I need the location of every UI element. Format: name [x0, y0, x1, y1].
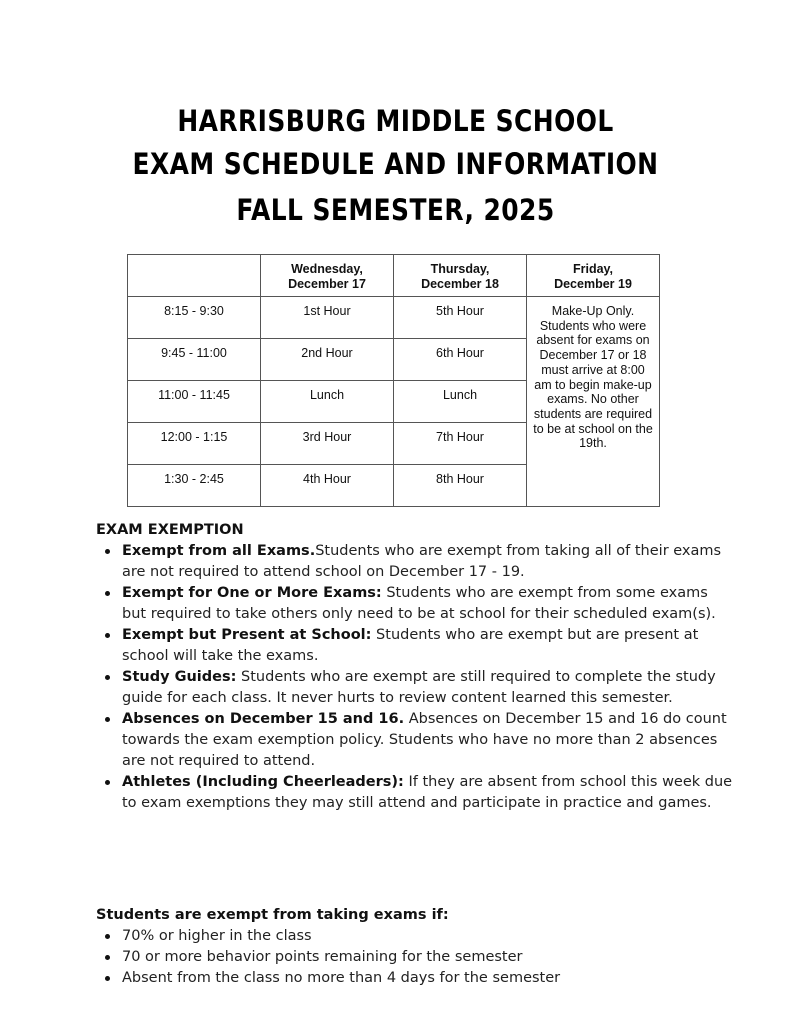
wednesday-cell: Lunch [261, 381, 394, 423]
wednesday-cell: 2nd Hour [261, 339, 394, 381]
list-item: Absent from the class no more than 4 days for the semester [122, 968, 736, 989]
item-title: Exempt for One or More Exams: [122, 585, 382, 601]
header-date: December 18 [421, 277, 499, 291]
exemption-list [96, 541, 736, 814]
item-text: Students who are exempt from some exams but required to take others only need to be at school for their scheduled exam(s). [122, 585, 716, 622]
column-header-wednesday [261, 255, 394, 297]
item-text: If they are absent from school this week due to exam exemptions they may still attend and participate in practice and games. [122, 774, 733, 811]
time-cell: 1:30 - 2:45 [128, 465, 261, 507]
time-cell: 12:00 - 1:15 [128, 423, 261, 465]
column-header-friday [527, 255, 660, 297]
table-row [128, 297, 660, 339]
exemption-heading: EXAM EXEMPTION [96, 522, 244, 538]
item-title: Exempt but Present at School: [122, 627, 372, 643]
time-cell: 8:15 - 9:30 [128, 297, 261, 339]
item-title: Athletes (Including Cheerleaders): [122, 774, 404, 790]
criteria-heading: Students are exempt from taking exams if: [96, 907, 449, 923]
thursday-cell: 8th Hour [394, 465, 527, 507]
corner-cell [128, 255, 261, 297]
list-item [122, 667, 736, 709]
header-date: December 17 [288, 277, 366, 291]
list-item: 70 or more behavior points remaining for the semester [122, 947, 736, 968]
item-text: Absences on December 15 and 16 do count towards the exam exemption policy. Students who have no more than 2 absences are not required to attend. [122, 711, 727, 769]
time-cell: 9:45 - 11:00 [128, 339, 261, 381]
friday-makeup-note: Make-Up Only. Students who were absent for exams on December 17 or 18 must arrive at 8:00 am to begin make-up exams. No other students are required to be at school on the 19th. [527, 297, 660, 507]
header-date: December 19 [554, 277, 632, 291]
list-item [122, 625, 736, 667]
item-title: Exempt from all Exams. [122, 543, 316, 559]
exam-exemption-section [96, 520, 736, 814]
exam-schedule-table [127, 254, 660, 507]
thursday-cell: 5th Hour [394, 297, 527, 339]
wednesday-cell: 3rd Hour [261, 423, 394, 465]
item-text: Students who are exempt are still required to complete the study guide for each class. It never hurts to review content learned this semester. [122, 669, 716, 706]
wednesday-cell: 1st Hour [261, 297, 394, 339]
item-title: Study Guides: [122, 669, 237, 685]
list-item [122, 583, 736, 625]
list-item: 70% or higher in the class [122, 926, 736, 947]
header-day: Thursday, [430, 262, 490, 276]
table-header-row [128, 255, 660, 297]
header-day: Friday, [572, 262, 614, 276]
item-title: Absences on December 15 and 16. [122, 711, 405, 727]
header-day: Wednesday, [291, 262, 363, 276]
list-item [122, 541, 736, 583]
thursday-cell: 6th Hour [394, 339, 527, 381]
list-item [122, 709, 736, 772]
semester-heading: FALL SEMESTER, 2025 [236, 193, 555, 227]
document-title-heading: EXAM SCHEDULE AND INFORMATION [132, 147, 659, 181]
column-header-thursday [394, 255, 527, 297]
school-name-heading: HARRISBURG MIDDLE SCHOOL [177, 104, 614, 138]
criteria-list [96, 926, 736, 989]
thursday-cell: 7th Hour [394, 423, 527, 465]
wednesday-cell: 4th Hour [261, 465, 394, 507]
thursday-cell: Lunch [394, 381, 527, 423]
item-text: Students who are exempt from taking all of their exams are not required to attend school on December 17 - 19. [122, 543, 722, 580]
list-item [122, 772, 736, 814]
item-text: Students who are exempt but are present at school will take the exams. [122, 627, 699, 664]
time-cell: 11:00 - 11:45 [128, 381, 261, 423]
exemption-criteria-section [96, 905, 736, 989]
